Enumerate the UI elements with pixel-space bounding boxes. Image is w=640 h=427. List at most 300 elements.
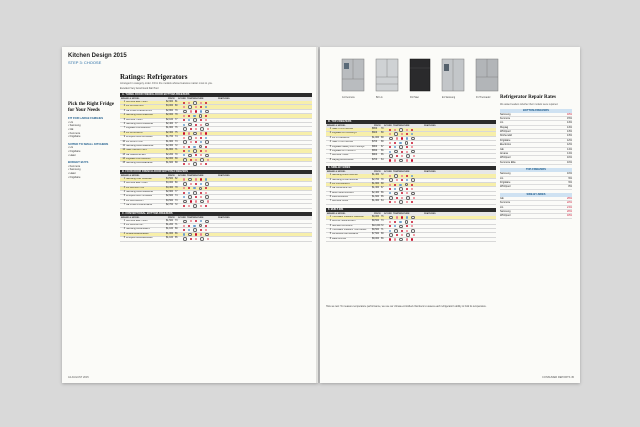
rating-dot-icon (188, 146, 190, 148)
rating-dot-icon (195, 233, 197, 235)
rating-dot-icon (183, 150, 185, 152)
rating-dot-icon (205, 140, 209, 144)
rating-dot-icon (394, 159, 396, 161)
row-score: 65 (175, 237, 178, 240)
repair-rate: 8% (568, 185, 572, 189)
sidebar-item: • Frigidaire (68, 175, 81, 179)
row-price: $1,100 (166, 237, 174, 240)
rating-dots (183, 162, 312, 165)
rating-dot-icon (200, 124, 202, 126)
rating-dot-icon (183, 178, 185, 180)
row-rank: 2 (329, 178, 331, 181)
row-price: $1,000 (372, 136, 380, 139)
rating-dot-icon (406, 179, 408, 181)
rating-dots (183, 119, 312, 122)
fridge-illustrations (338, 55, 503, 99)
rating-dots (183, 114, 312, 117)
row-model: GE Profile PGS25KSESS (126, 204, 153, 207)
row-price: $2,600 (166, 195, 174, 198)
fridge-haier-image (410, 59, 430, 91)
rating-dot-icon (199, 187, 203, 191)
rating-dot-icon (195, 196, 197, 198)
row-score: 76 (175, 127, 178, 130)
rating-dot-icon (399, 200, 403, 204)
fridge-kenmore-image (342, 59, 364, 91)
row-model: Samsung RF28HMEDBSR (126, 144, 154, 147)
rating-dot-icon (200, 178, 202, 180)
rating-dot-icon (183, 200, 187, 204)
row-score: 77 (175, 122, 178, 125)
row-price: $2,300 (166, 131, 174, 134)
row-model: Frigidaire FFTR1821QS (332, 132, 357, 135)
row-price: $2,700 (166, 204, 174, 207)
column-label: TEMPERATURE (187, 174, 204, 177)
row-rank: 3 (123, 186, 125, 189)
rating-dot-icon (389, 154, 393, 158)
row-score: 72 (381, 174, 384, 177)
row-model: KitchenAid KBFN506ESS (332, 233, 359, 236)
rating-dot-icon (188, 225, 190, 227)
row-score: 70 (381, 178, 384, 181)
row-score: 81 (175, 101, 178, 103)
row-model: Kenmore 73025 (126, 118, 143, 121)
row-price: $9,000 (372, 215, 380, 218)
rating-dot-icon (394, 184, 396, 186)
row-score: 68 (381, 136, 384, 139)
rating-dots (389, 233, 496, 236)
row-model: Maytag MFI2269FRZ (332, 158, 354, 161)
row-model: Kenmore Elite 79043 (126, 219, 148, 222)
column-label: PRICE (374, 212, 381, 215)
rating-dots (183, 220, 312, 223)
row-price: $650 (372, 149, 378, 152)
repair-rate: 20% (566, 209, 572, 213)
rating-dot-icon (411, 150, 415, 154)
repair-rate: 13% (566, 134, 572, 138)
row-rank: 4 (123, 232, 125, 235)
rating-dot-icon (188, 150, 190, 152)
fridge-caption-3: D1 Haier (410, 97, 420, 99)
rating-dot-icon (406, 233, 410, 237)
rating-dot-icon (389, 221, 391, 223)
rating-dot-icon (406, 133, 408, 135)
row-model: Whirlpool WRF535SWBM (126, 136, 153, 139)
rating-dot-icon (183, 137, 185, 139)
row-model: Kenmore 51133 (332, 200, 349, 203)
rating-dot-icon (411, 129, 413, 131)
sidebar-section-title: BUDGET BUYS (68, 160, 89, 165)
row-score: 77 (175, 118, 178, 121)
rating-dot-icon (413, 234, 415, 236)
rating-dot-icon (188, 136, 192, 140)
repair-brand: Samsung (500, 209, 511, 213)
rating-dot-icon (183, 158, 187, 162)
rating-dot-icon (399, 128, 403, 132)
row-rank: 6 (329, 149, 331, 152)
table-row (326, 159, 496, 163)
row-price: $3,000 (166, 105, 174, 108)
repair-rate: 21% (566, 205, 572, 209)
column-label: FEATURES (424, 171, 436, 174)
rating-dot-icon (188, 123, 192, 127)
rating-dot-icon (183, 110, 187, 114)
rating-dot-icon (195, 178, 197, 180)
rating-dot-icon (401, 133, 403, 135)
row-score: 66 (175, 232, 178, 235)
rating-dot-icon (188, 119, 190, 121)
rating-dot-icon (195, 183, 197, 185)
rating-dot-icon (200, 119, 202, 121)
row-score: 70 (175, 153, 178, 156)
rating-dot-icon (188, 105, 192, 109)
rating-dot-icon (411, 201, 413, 203)
row-model: Haier HB21FC75NS (126, 149, 147, 152)
row-score: 76 (381, 215, 384, 218)
sidebar-item: • Frigidaire (68, 149, 81, 153)
row-rank: 4 (123, 191, 125, 194)
rating-dots (183, 224, 312, 227)
row-score: 74 (175, 195, 178, 198)
column-label: BRAND & MODEL (121, 174, 140, 177)
row-price: $2,200 (166, 153, 174, 156)
ratings-table (120, 73, 312, 242)
row-model: Frigidaire LFHT2051TF (332, 149, 356, 152)
sidebar-heading: Pick the Right Fridge for Your Needs (68, 102, 114, 113)
repair-brand: Maytag (500, 125, 509, 129)
row-score: 66 (381, 191, 384, 194)
rating-dot-icon (411, 146, 413, 148)
rating-dots (183, 200, 312, 203)
rating-dot-icon (190, 200, 192, 202)
rating-dot-icon (205, 178, 207, 180)
repair-brand: Electrolux (500, 143, 511, 147)
rating-dot-icon (188, 187, 190, 189)
row-score: 69 (175, 228, 178, 231)
rating-dot-icon (183, 205, 185, 207)
rating-dot-icon (205, 106, 207, 108)
row-rank: 2 (329, 132, 331, 135)
row-score: 71 (175, 149, 178, 152)
row-model: Samsung RF28HDEDBSR (126, 191, 154, 194)
rating-dot-icon (205, 220, 209, 224)
row-rank: 9 (123, 136, 125, 139)
row-rank: 4 (329, 187, 331, 190)
repair-rate: 10% (566, 160, 572, 164)
row-rank: 7 (329, 154, 331, 157)
rating-dots (183, 158, 312, 161)
rating-dot-icon (188, 102, 190, 104)
row-price: $1,900 (166, 140, 174, 143)
rating-dot-icon (188, 192, 190, 194)
rating-dot-icon (207, 200, 209, 202)
rating-dot-icon (401, 192, 403, 194)
rating-dot-icon (188, 178, 192, 182)
rating-dot-icon (394, 129, 396, 131)
rating-dots (183, 149, 312, 152)
column-label: FEATURES (424, 212, 436, 215)
rating-dot-icon (183, 132, 185, 134)
rating-dot-icon (389, 196, 393, 200)
rating-dot-icon (200, 200, 204, 204)
rating-dot-icon (406, 146, 408, 148)
row-rank: 7 (123, 127, 125, 130)
rating-dot-icon (205, 163, 207, 165)
rating-dots (183, 228, 312, 231)
rating-dot-icon (200, 102, 202, 104)
rating-dot-icon (399, 145, 403, 149)
row-rank: 3 (123, 109, 125, 112)
column-label: FEATURES (424, 125, 436, 127)
row-price: $8,500 (372, 220, 380, 223)
table-row (120, 162, 312, 166)
row-score: 75 (175, 131, 178, 134)
repair-brand: Whirlpool (500, 156, 511, 160)
row-score: 67 (381, 187, 384, 190)
row-model: Whirlpool WRB322DMBM (126, 237, 153, 240)
rating-dot-icon (190, 183, 192, 185)
rating-dot-icon (396, 179, 398, 181)
row-rank: 12 (122, 149, 125, 152)
repair-rate: 12% (566, 143, 572, 147)
rating-dot-icon (195, 238, 197, 240)
rating-dot-icon (396, 216, 398, 218)
column-label: BRAND & MODEL (121, 98, 140, 100)
row-price: $1,900 (372, 182, 380, 185)
row-price: $8,000 (372, 237, 380, 240)
rating-dot-icon (200, 196, 202, 198)
rating-dot-icon (200, 205, 202, 207)
column-label: TEMPERATURE (393, 125, 410, 127)
rating-dot-icon (195, 128, 197, 130)
rating-dot-icon (205, 102, 207, 104)
rating-dots (389, 159, 496, 162)
sidebar-item: • Samsung (68, 168, 81, 172)
rating-dots (389, 150, 496, 153)
repair-brand: GE (500, 196, 504, 200)
rating-dot-icon (406, 201, 408, 203)
rating-dot-icon (195, 141, 197, 143)
row-score: 72 (175, 144, 178, 147)
rating-dot-icon (406, 188, 408, 190)
rating-dot-icon (394, 174, 398, 178)
row-rank: 3 (329, 224, 331, 227)
rating-dot-icon (396, 137, 398, 139)
repair-rate: 22% (566, 201, 572, 205)
row-score: 82 (175, 177, 178, 180)
rating-dot-icon (183, 196, 185, 198)
rating-dot-icon (188, 132, 190, 134)
section-header (68, 53, 128, 67)
rating-dot-icon (399, 225, 403, 229)
column-label: SCORE (178, 98, 186, 100)
column-label: TEMPERATURE (393, 171, 410, 174)
rating-dot-icon (183, 225, 185, 227)
rating-dot-icon (411, 188, 413, 190)
sidebar-item: • Kenmore (68, 131, 81, 135)
rating-dots (389, 137, 496, 140)
rating-dots (183, 154, 312, 157)
column-label: SCORE (178, 174, 186, 177)
rating-dot-icon (200, 183, 202, 185)
rating-dot-icon (183, 140, 187, 144)
rating-dot-icon (188, 154, 192, 158)
row-rank: 2 (123, 105, 125, 108)
row-model: Samsung RF260BEAESR (126, 162, 153, 165)
row-score: 77 (175, 191, 178, 194)
sidebar-sections (68, 117, 116, 179)
rating-dot-icon (200, 220, 202, 222)
rating-dots (389, 200, 496, 203)
repair-rate: 26% (566, 196, 572, 200)
row-model: Samsung RF23HCEDBSR (126, 122, 154, 125)
row-score: 71 (381, 229, 384, 232)
repair-title: Refrigerator Repair Rates (500, 95, 556, 100)
rating-dots (183, 136, 312, 139)
rating-dot-icon (411, 238, 413, 240)
sidebar-item: • Kenmore (68, 164, 81, 168)
row-score: 73 (381, 220, 384, 223)
row-rank: 5 (123, 118, 125, 121)
rating-dot-icon (406, 225, 408, 227)
rating-dot-icon (411, 137, 415, 141)
row-rank: 1 (123, 177, 125, 180)
rating-dot-icon (183, 119, 185, 121)
repair-rate: 18% (566, 112, 572, 116)
row-price: $1,300 (372, 187, 380, 190)
row-score: 67 (381, 145, 384, 148)
table-row (120, 204, 312, 208)
row-score: 66 (381, 149, 384, 152)
row-rank: 5 (329, 191, 331, 194)
repair-section-header: TOP-FREEZERS (500, 168, 572, 172)
rating-dots (389, 183, 496, 186)
repair-row (500, 214, 572, 218)
category-header: B. FOUR-DOOR FRENCH-DOOR BOTTOM-FREEZERS (120, 170, 312, 174)
rating-dot-icon (406, 196, 410, 200)
repair-rate: 9% (568, 176, 572, 180)
row-model: Samsung RS25H5111SR (332, 174, 358, 177)
rating-dot-icon (200, 127, 204, 131)
row-score: 73 (175, 199, 178, 202)
row-score: 68 (381, 233, 384, 236)
rating-dot-icon (183, 187, 185, 189)
rating-dot-icon (183, 102, 185, 104)
row-model: Amana ABB2224BRM (126, 232, 149, 235)
section-step: STEP 3: CHOOSE (68, 60, 102, 65)
row-rank: 10 (122, 140, 125, 143)
rating-dots (183, 145, 312, 148)
ratings-title: Ratings: Refrigerators (120, 73, 188, 81)
rating-dots (389, 220, 496, 223)
rating-dot-icon (183, 127, 187, 131)
repair-brand: LG (500, 121, 504, 125)
rating-dots (183, 127, 312, 130)
fridge-photos (338, 55, 503, 99)
repair-rate: 11% (567, 147, 572, 151)
row-model: Haier HT18TS45SW (332, 141, 353, 144)
rating-dot-icon (200, 163, 202, 165)
rating-dot-icon (389, 175, 391, 177)
row-rank: 1 (329, 215, 331, 218)
rating-dot-icon (205, 187, 207, 189)
rating-dot-icon (394, 192, 398, 196)
rating-dots (183, 204, 312, 207)
rating-dot-icon (183, 192, 185, 194)
sidebar-item: • LG (68, 120, 74, 124)
row-model: GE GSS25GSHSS (332, 187, 352, 190)
column-label: PRICE (374, 125, 381, 127)
rating-dot-icon (205, 123, 209, 127)
rating-dot-icon (389, 188, 391, 190)
ratings-subtitle: Arranged in category order. Fill in the models whose features matter most to you. (120, 82, 213, 85)
row-price: $2,000 (166, 158, 174, 161)
rating-dot-icon (200, 137, 202, 139)
rating-dot-icon (389, 146, 391, 148)
row-model: Whirlpool WRX735SDBM (126, 195, 153, 198)
rating-dots (183, 178, 312, 181)
row-score: 79 (175, 109, 178, 112)
rating-dot-icon (195, 110, 197, 112)
rating-dots (389, 187, 496, 190)
rating-dot-icon (389, 233, 393, 237)
fridge-caption-5: F1 Thermador (476, 97, 491, 99)
repair-rate: 12% (566, 138, 572, 142)
rating-dot-icon (193, 191, 197, 195)
row-score: 72 (381, 224, 384, 227)
rating-dot-icon (195, 200, 197, 202)
category-header: F. BUILT-INS (326, 208, 496, 212)
rating-dot-icon (405, 220, 409, 224)
rating-dot-icon (394, 146, 396, 148)
rating-dot-icon (394, 201, 396, 203)
rating-dot-icon (205, 115, 207, 117)
rating-dot-icon (401, 175, 403, 177)
rating-dot-icon (200, 233, 202, 235)
sidebar-item: • LG (68, 146, 74, 150)
row-model: LG LFC24770ST (126, 140, 144, 143)
rating-dot-icon (188, 233, 192, 237)
rating-dot-icon (389, 216, 393, 220)
rating-dot-icon (195, 154, 197, 156)
repair-brand: Amana (500, 152, 508, 156)
rating-dot-icon (188, 163, 190, 165)
row-rank: 2 (123, 223, 125, 226)
rating-dot-icon (200, 192, 202, 194)
row-price: $700 (372, 141, 378, 144)
category-header: D. TOP-FREEZERS (326, 120, 496, 124)
rating-dot-icon (401, 216, 403, 218)
row-price: $1,900 (166, 127, 174, 130)
rating-dot-icon (411, 142, 413, 144)
repair-subtitle: We asked readers whether their models were repaired. (500, 102, 559, 106)
row-rank: 4 (329, 141, 331, 144)
rating-dot-icon (183, 124, 185, 126)
row-model: Miele KF1911 (332, 237, 347, 240)
row-rank: 7 (329, 200, 331, 203)
rating-dot-icon (394, 188, 396, 190)
rating-dots (183, 101, 312, 104)
row-model: Samsung RF28HFEDBSR (126, 114, 153, 117)
row-price: $3,500 (166, 199, 174, 202)
row-price: $2,100 (166, 118, 174, 121)
fridge-caption-4: E1 Samsung (442, 97, 456, 99)
rating-dot-icon (406, 129, 408, 131)
row-price: $2,400 (372, 191, 380, 194)
rating-dot-icon (411, 133, 413, 135)
left-page (62, 47, 318, 383)
rating-dot-icon (411, 175, 413, 177)
sidebar-item: • Frigidaire (68, 135, 81, 139)
